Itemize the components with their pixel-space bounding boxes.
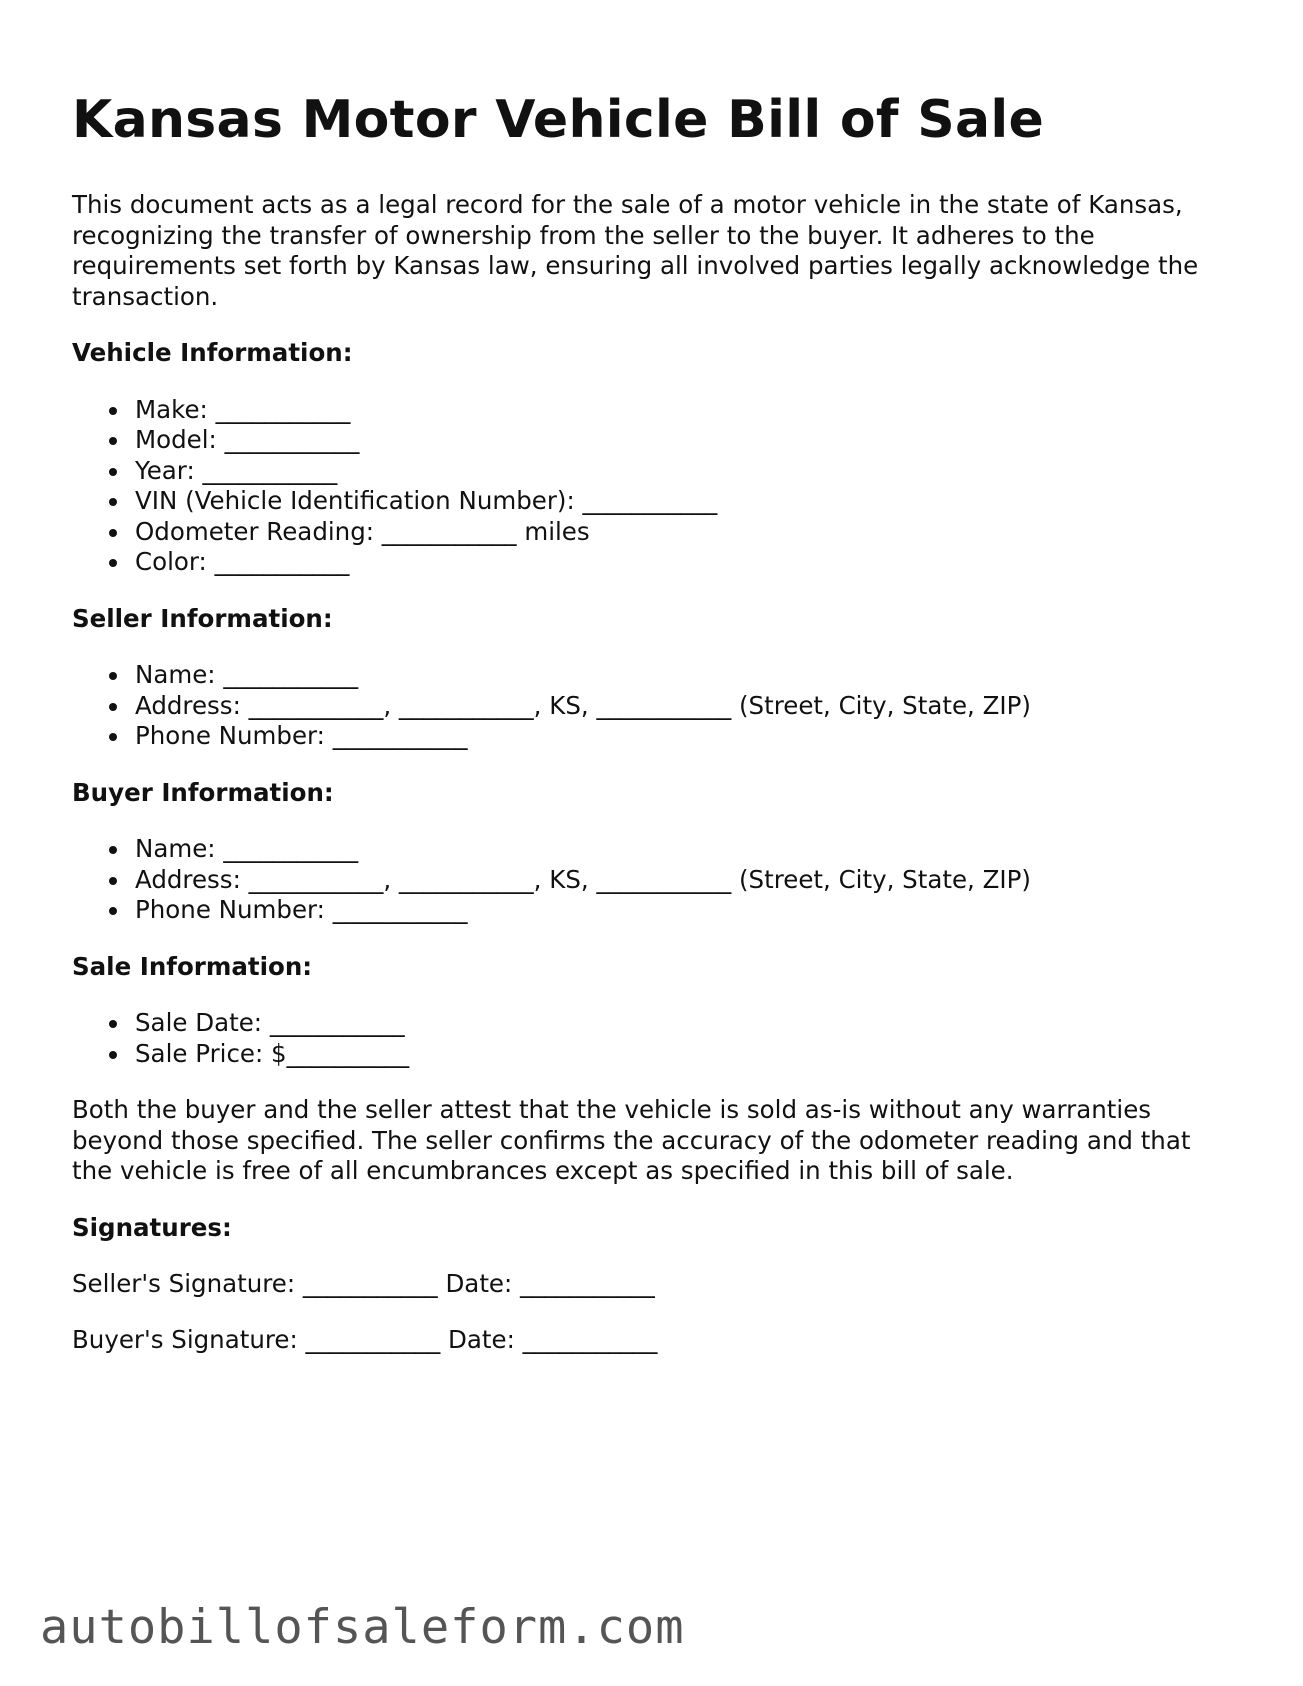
document-title: Kansas Motor Vehicle Bill of Sale <box>72 90 1045 150</box>
seller-info-list <box>72 660 1232 752</box>
buyer-address-field: Address: ___________, ___________, KS, ___________ (Street, City, State, ZIP) <box>135 865 1232 896</box>
vehicle-vin-field: VIN (Vehicle Identification Number): ___________ <box>135 486 1232 517</box>
vehicle-model-field: Model: ___________ <box>135 425 1232 456</box>
buyer-info-list <box>72 834 1232 926</box>
attestation-paragraph: Both the buyer and the seller attest that the vehicle is sold as-is without any warranties beyond those specified. The seller confirms the accuracy of the odometer reading and that the vehicle is free of all encumbrances except as specified in this bill of sale. <box>72 1095 1191 1185</box>
seller-address-field: Address: ___________, ___________, KS, ___________ (Street, City, State, ZIP) <box>135 691 1232 722</box>
vehicle-make-field: Make: ___________ <box>135 395 1232 426</box>
vehicle-info-list <box>72 395 1232 578</box>
vehicle-info-heading: Vehicle Information: <box>72 338 353 367</box>
seller-info-heading: Seller Information: <box>72 603 333 633</box>
document-page <box>72 88 1232 1380</box>
seller-name-field: Name: ___________ <box>135 660 1232 691</box>
signatures-heading: Signatures: <box>72 1212 232 1242</box>
buyer-signature-line: Buyer's Signature: ___________ Date: ___________ <box>72 1324 658 1354</box>
sale-price-field: Sale Price: $__________ <box>135 1039 1232 1070</box>
vehicle-odometer-field: Odometer Reading: ___________ miles <box>135 517 1232 548</box>
sale-date-field: Sale Date: ___________ <box>135 1008 1232 1039</box>
site-watermark: autobillofsaleform.com <box>40 1600 685 1655</box>
intro-paragraph: This document acts as a legal record for the sale of a motor vehicle in the state of Kansas, recognizing the transfer of ownership from the seller to the buyer. It adheres to the requirements set forth by Kansas law, ensuring all involved parties legally acknowledge the transaction. <box>72 190 1199 311</box>
seller-signature-line: Seller's Signature: ___________ Date: ___________ <box>72 1269 655 1298</box>
vehicle-year-field: Year: ___________ <box>135 456 1232 487</box>
sale-info-heading: Sale Information: <box>72 951 313 981</box>
buyer-info-heading: Buyer Information: <box>72 777 334 807</box>
sale-info-list <box>72 1008 1232 1069</box>
buyer-name-field: Name: ___________ <box>135 834 1232 865</box>
vehicle-color-field: Color: ___________ <box>135 547 1232 578</box>
buyer-phone-field: Phone Number: ___________ <box>135 895 1232 926</box>
seller-phone-field: Phone Number: ___________ <box>135 721 1232 752</box>
